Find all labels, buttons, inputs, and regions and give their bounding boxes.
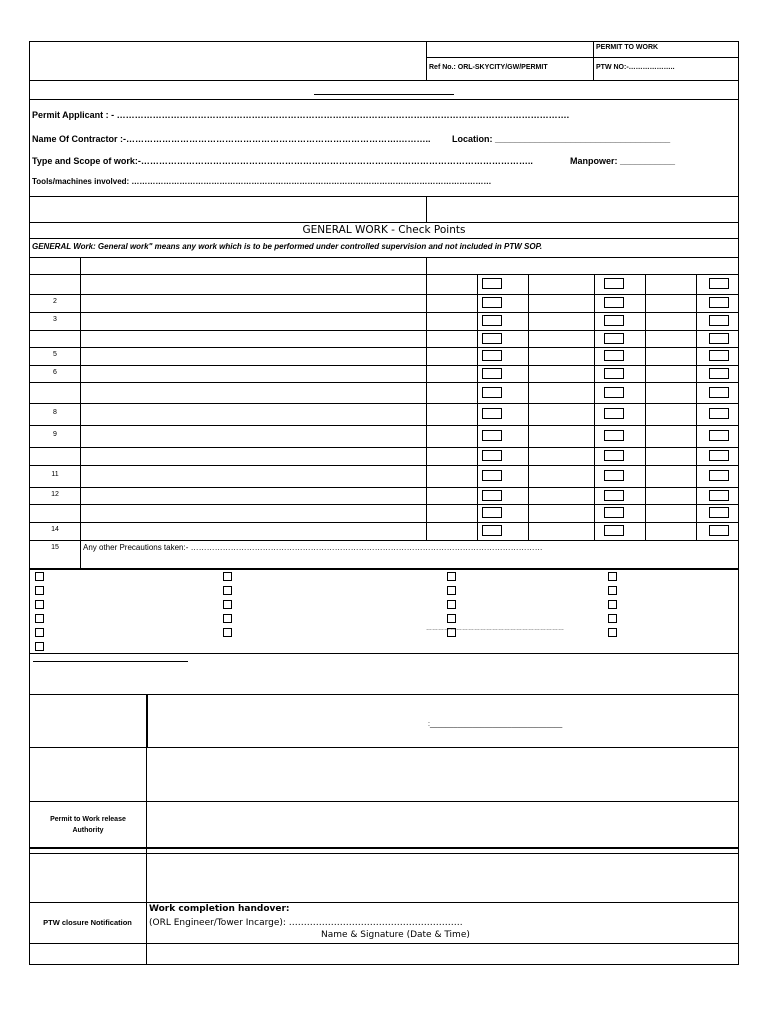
row-15-number: 15 — [51, 544, 59, 551]
title-row-line — [29, 99, 739, 100]
check-na-checkbox[interactable] — [709, 278, 729, 289]
frame-bottom — [29, 964, 739, 965]
option-checkbox[interactable] — [35, 586, 44, 595]
block-line-6 — [29, 943, 739, 944]
section-bottom-line — [29, 653, 739, 654]
check-yes-checkbox[interactable] — [482, 490, 502, 501]
check-no-checkbox[interactable] — [604, 470, 624, 481]
check-yes-checkbox[interactable] — [482, 278, 502, 289]
check-na-checkbox[interactable] — [709, 408, 729, 419]
dotted-line: …………………………………………………………… — [426, 626, 564, 632]
table-row-line — [29, 425, 739, 426]
table-row-line — [29, 257, 739, 258]
option-checkbox[interactable] — [223, 572, 232, 581]
check-no-checkbox[interactable] — [604, 315, 624, 326]
lower-col-divider-2 — [146, 748, 147, 964]
option-checkbox[interactable] — [223, 614, 232, 623]
block-line-5 — [29, 902, 739, 903]
check-no-checkbox[interactable] — [604, 368, 624, 379]
table-row-line — [29, 365, 739, 366]
title-underline — [314, 94, 454, 95]
check-no-checkbox[interactable] — [604, 525, 624, 536]
table-row-line — [29, 504, 739, 505]
table-row-number: 8 — [53, 409, 57, 416]
ref-no: Ref No.: ORL-SKYCITY/GW/PERMIT — [429, 64, 548, 71]
option-checkbox[interactable] — [35, 628, 44, 637]
block-line-1 — [29, 747, 739, 748]
check-na-checkbox[interactable] — [709, 350, 729, 361]
small-underline — [33, 661, 188, 662]
table-row-line — [29, 403, 739, 404]
colon-signature-line[interactable]: :__________________________________ — [428, 721, 563, 728]
table-row-number: 14 — [51, 526, 59, 533]
work-scope-field[interactable]: Type and Scope of work:-………………………………………………………………………………………………………………….. — [32, 156, 533, 166]
check-no-checkbox[interactable] — [604, 408, 624, 419]
table-row-number: 2 — [53, 298, 57, 305]
check-yes-checkbox[interactable] — [482, 387, 502, 398]
check-na-checkbox[interactable] — [709, 333, 729, 344]
handover-signature-field[interactable]: (ORL Engineer/Tower Incarge): …………………………………………………. — [149, 918, 463, 928]
check-na-checkbox[interactable] — [709, 387, 729, 398]
check-yes-checkbox[interactable] — [482, 315, 502, 326]
fields-bottom-line — [29, 196, 739, 197]
table-col-divider — [477, 274, 478, 540]
check-na-checkbox[interactable] — [709, 368, 729, 379]
frame-right — [738, 41, 739, 964]
check-na-checkbox[interactable] — [709, 507, 729, 518]
table-row-line — [29, 522, 739, 523]
check-no-checkbox[interactable] — [604, 350, 624, 361]
option-checkbox[interactable] — [447, 572, 456, 581]
table-row-line — [29, 294, 739, 295]
table-row-line — [29, 465, 739, 466]
box-row-top — [29, 694, 739, 695]
header-bottom-line — [29, 80, 739, 81]
header-divider-2 — [593, 41, 594, 81]
option-checkbox[interactable] — [223, 586, 232, 595]
check-no-checkbox[interactable] — [604, 278, 624, 289]
check-no-checkbox[interactable] — [604, 387, 624, 398]
check-na-checkbox[interactable] — [709, 297, 729, 308]
check-yes-checkbox[interactable] — [482, 368, 502, 379]
check-yes-checkbox[interactable] — [482, 470, 502, 481]
table-row-line — [29, 347, 739, 348]
table-row-line — [29, 540, 739, 541]
tools-field[interactable]: Tools/machines involved: ……………………………………………………………………………………………………………………… — [32, 177, 492, 186]
option-checkbox[interactable] — [608, 600, 617, 609]
table-row-line — [29, 447, 739, 448]
table-row-line — [29, 330, 739, 331]
block-line-4 — [29, 853, 739, 854]
section-title-top — [29, 222, 739, 223]
check-yes-checkbox[interactable] — [482, 507, 502, 518]
permit-to-work-label: PERMIT TO WORK — [596, 44, 659, 51]
check-na-checkbox[interactable] — [709, 490, 729, 501]
table-col-divider — [528, 274, 529, 540]
table-row-number: 9 — [53, 431, 57, 438]
other-precautions-field[interactable]: Any other Precautions taken:- …………………………………………………………………………………………………………………… — [83, 543, 543, 552]
handover-title: Work completion handover: — [149, 904, 290, 914]
check-na-checkbox[interactable] — [709, 430, 729, 441]
option-checkbox[interactable] — [447, 600, 456, 609]
option-checkbox[interactable] — [223, 600, 232, 609]
manpower-field[interactable]: Manpower: ___________ — [570, 156, 676, 166]
option-checkbox[interactable] — [608, 586, 617, 595]
check-yes-checkbox[interactable] — [482, 408, 502, 419]
table-row-number: 3 — [53, 316, 57, 323]
block-line-3 — [29, 847, 739, 849]
header-mid-line — [426, 57, 739, 58]
lower-col-divider — [146, 694, 148, 748]
check-no-checkbox[interactable] — [604, 450, 624, 461]
option-checkbox[interactable] — [608, 628, 617, 637]
table-col-divider — [696, 274, 697, 540]
table-bottom-line — [29, 568, 739, 570]
check-na-checkbox[interactable] — [709, 470, 729, 481]
option-checkbox[interactable] — [608, 572, 617, 581]
table-row-number: 12 — [51, 490, 59, 498]
table-row-number: 6 — [53, 368, 57, 376]
name-signature-caption: Name & Signature (Date & Time) — [321, 930, 470, 940]
check-yes-checkbox[interactable] — [482, 430, 502, 441]
check-na-checkbox[interactable] — [709, 315, 729, 326]
check-na-checkbox[interactable] — [709, 525, 729, 536]
option-checkbox[interactable] — [35, 642, 44, 651]
contractor-name-field[interactable]: Name Of Contractor :-……………………………………………………………………………….……….. — [32, 134, 431, 144]
frame-left — [29, 41, 30, 964]
table-row-line — [29, 487, 739, 488]
option-checkbox[interactable] — [35, 600, 44, 609]
release-authority-label: Permit to Work release Authority — [50, 816, 126, 834]
option-checkbox[interactable] — [35, 614, 44, 623]
check-no-checkbox[interactable] — [604, 297, 624, 308]
check-yes-checkbox[interactable] — [482, 297, 502, 308]
table-row-number: 5 — [53, 351, 57, 358]
blank-row-divider — [426, 196, 427, 222]
check-no-checkbox[interactable] — [604, 430, 624, 441]
option-checkbox[interactable] — [447, 614, 456, 623]
table-row-number: 11 — [51, 471, 59, 478]
table-col-divider — [594, 274, 595, 540]
table-col-divider — [426, 257, 427, 540]
block-line-2 — [29, 801, 739, 802]
section-note-top — [29, 238, 739, 239]
option-checkbox[interactable] — [608, 614, 617, 623]
check-no-checkbox[interactable] — [604, 333, 624, 344]
table-row-line — [29, 382, 739, 383]
location-field[interactable]: Location: ___________________________________ — [452, 134, 671, 144]
table-row-line — [29, 312, 739, 313]
option-checkbox[interactable] — [35, 572, 44, 581]
option-checkbox[interactable] — [223, 628, 232, 637]
header-divider-1 — [426, 41, 427, 81]
section-note: GENERAL Work: General work" means any work which is to be performed under controlled supervision and not included in PTW SOP. — [32, 242, 543, 251]
check-no-checkbox[interactable] — [604, 490, 624, 501]
check-yes-checkbox[interactable] — [482, 525, 502, 536]
check-yes-checkbox[interactable] — [482, 333, 502, 344]
check-yes-checkbox[interactable] — [482, 450, 502, 461]
check-yes-checkbox[interactable] — [482, 350, 502, 361]
table-col-divider — [645, 274, 646, 540]
closure-notification-label: PTW closure Notification — [43, 918, 132, 927]
permit-applicant-field[interactable]: Permit Applicant : - ……………………………………………………………………………………………………………………………………. — [32, 110, 570, 120]
option-checkbox[interactable] — [447, 586, 456, 595]
table-row-line — [29, 274, 739, 275]
frame-top — [29, 41, 739, 42]
ptw-no: PTW NO:-……………….. — [596, 64, 675, 71]
check-no-checkbox[interactable] — [604, 507, 624, 518]
section-title: GENERAL WORK - Check Points — [302, 224, 466, 236]
check-na-checkbox[interactable] — [709, 450, 729, 461]
